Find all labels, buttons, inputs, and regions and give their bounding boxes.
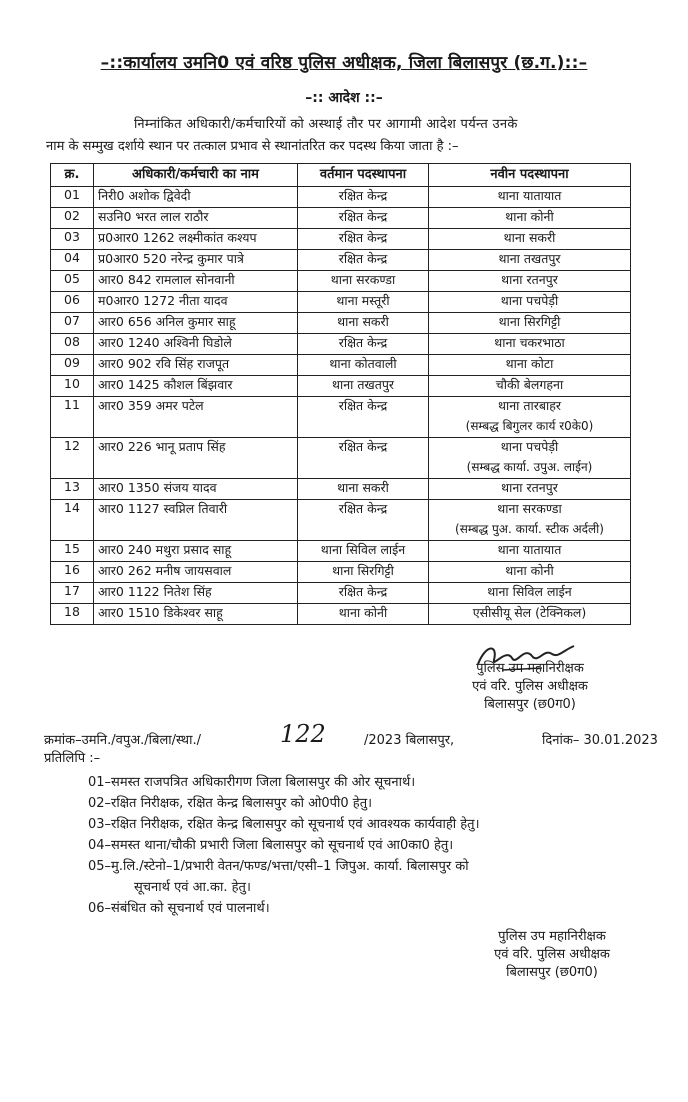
cell-current-posting — [298, 438, 429, 479]
cell-current-posting-text: थाना सकरी — [337, 314, 389, 329]
cell-name-text: आर0 842 रामलाल सोनवानी — [98, 272, 235, 287]
cell-current-posting — [298, 313, 429, 334]
cell-serial — [51, 208, 94, 229]
cell-current-posting — [298, 355, 429, 376]
attachment-note: (सम्बद्ध पुअ. कार्या. स्टीक अर्दली) — [455, 522, 604, 536]
cell-current-posting-text: थाना कोतवाली — [329, 356, 397, 371]
cell-new-posting-text: थाना पचपेड़ी — [500, 439, 559, 454]
table-row — [51, 187, 631, 208]
table-row — [51, 438, 631, 479]
attachment-note: (सम्बद्ध बिगुलर कार्य र0के0) — [465, 419, 594, 433]
cell-serial-text: 04 — [64, 250, 80, 265]
cell-current-posting — [298, 562, 429, 583]
cell-new-posting-text: एसीसीयू सेल (टेक्निकल) — [472, 605, 587, 620]
table-row — [51, 562, 631, 583]
signature-block-2 — [452, 928, 652, 982]
cell-name — [94, 562, 298, 583]
intro-line-2: नाम के सम्मुख दर्शाये स्थान पर तत्काल प्रभाव से स्थानांतरित कर पदस्थ किया जाता है :– — [46, 139, 459, 154]
cell-name-text: निरी0 अशोक द्विवेदी — [98, 188, 191, 203]
cell-new-posting — [429, 541, 631, 562]
cell-serial-text: 10 — [64, 376, 80, 391]
cell-serial-text: 15 — [64, 541, 80, 556]
signatory-designation-2: एवं वरि. पुलिस अधीक्षक — [472, 679, 588, 694]
list-item: 05–मु.लि./स्टेनो–1/प्रभारी वेतन/फण्ड/भत्ता/एसी–1 जिपुअ. कार्या. बिलासपुर को — [88, 859, 469, 874]
cell-name — [94, 208, 298, 229]
transfer-table — [50, 163, 631, 625]
col-name: अधिकारी/कर्मचारी का नाम — [94, 164, 298, 187]
cell-serial — [51, 438, 94, 479]
list-item: 03–रक्षित निरीक्षक, रक्षित केन्द्र बिलासपुर को सूचनार्थ एवं आवश्यक कार्यवाही हेतु। — [88, 817, 480, 832]
cell-new-posting-text: थाना पचपेड़ी — [500, 293, 559, 308]
cell-serial-text: 11 — [64, 397, 80, 412]
cell-current-posting — [298, 187, 429, 208]
cell-current-posting — [298, 250, 429, 271]
cell-serial-text: 01 — [64, 187, 80, 202]
cell-name — [94, 187, 298, 208]
cell-new-posting — [429, 250, 631, 271]
cell-new-posting — [429, 583, 631, 604]
cell-current-posting-text: थाना सिरगिट्टी — [332, 563, 394, 578]
reference-suffix: /2023 बिलासपुर, — [364, 733, 455, 748]
cell-current-posting — [298, 583, 429, 604]
cell-current-posting-text: रक्षित केन्द्र — [338, 584, 388, 599]
cell-new-posting — [429, 376, 631, 397]
cell-current-posting — [298, 376, 429, 397]
cell-current-posting-text: रक्षित केन्द्र — [338, 335, 388, 350]
cell-serial-text: 16 — [64, 562, 80, 577]
reference-number: 122 — [280, 720, 326, 748]
list-item: सूचनार्थ एवं आ.का. हेतु। — [134, 880, 251, 895]
cell-new-posting-text: थाना तखतपुर — [498, 251, 561, 266]
cell-serial-text: 12 — [64, 438, 80, 453]
cell-current-posting — [298, 541, 429, 562]
cell-current-posting-text: रक्षित केन्द्र — [338, 398, 388, 413]
table-row — [51, 541, 631, 562]
cell-name — [94, 583, 298, 604]
table-row — [51, 271, 631, 292]
cell-name-text: आर0 1240 अश्विनी घिडोले — [98, 335, 232, 350]
cell-new-posting — [429, 479, 631, 500]
cell-name-text: आर0 1425 कौशल बिंझवार — [98, 377, 233, 392]
cell-new-posting — [429, 313, 631, 334]
cell-current-posting — [298, 500, 429, 541]
cell-serial — [51, 376, 94, 397]
cell-name — [94, 313, 298, 334]
cell-new-posting — [429, 271, 631, 292]
table-row — [51, 355, 631, 376]
order-heading: –:: आदेश ::– — [305, 90, 383, 106]
cell-current-posting — [298, 271, 429, 292]
cell-name — [94, 397, 298, 438]
cell-serial — [51, 187, 94, 208]
cell-new-posting-text: थाना सिरगिट्टी — [498, 314, 561, 329]
cell-name — [94, 479, 298, 500]
cell-name — [94, 376, 298, 397]
cell-current-posting-text: थाना कोनी — [338, 605, 388, 620]
cell-serial — [51, 313, 94, 334]
cell-name-text: आर0 226 भानू प्रताप सिंह — [98, 439, 226, 454]
cell-current-posting — [298, 208, 429, 229]
cell-serial-text: 13 — [64, 479, 80, 494]
cell-new-posting-text: थाना सरकण्डा — [497, 501, 562, 516]
cell-new-posting — [429, 229, 631, 250]
copy-to-label: प्रतिलिपि :– — [44, 751, 101, 766]
cell-name — [94, 438, 298, 479]
reference-prefix: क्रमांक–उमनि./वपुअ./बिला/स्था./ — [44, 733, 201, 748]
cell-new-posting-text: थाना सिविल लाईन — [487, 584, 572, 599]
cell-new-posting — [429, 292, 631, 313]
office-title: –::कार्यालय उमनि0 एवं वरिष्ठ पुलिस अधीक्षक, जिला बिलासपुर (छ.ग.)::– — [100, 53, 588, 73]
cell-current-posting-text: रक्षित केन्द्र — [338, 439, 388, 454]
cell-name — [94, 250, 298, 271]
cell-name-text: आर0 1127 स्वप्निल तिवारी — [98, 501, 228, 516]
cell-name-text: आर0 902 रवि सिंह राजपूत — [98, 356, 230, 371]
table-row — [51, 313, 631, 334]
cell-new-posting-text: थाना तारबाहर — [498, 398, 561, 413]
table-row — [51, 334, 631, 355]
cell-new-posting-text: थाना कोनी — [505, 563, 554, 578]
col-new-posting: नवीन पदस्थापना — [429, 164, 631, 187]
cell-current-posting — [298, 334, 429, 355]
cell-serial-text: 06 — [64, 292, 80, 307]
cell-serial-text: 03 — [64, 229, 80, 244]
cell-name-text: प्र0आर0 520 नरेन्द्र कुमार पात्रे — [98, 251, 244, 266]
cell-serial — [51, 397, 94, 438]
cell-current-posting-text: थाना सकरी — [337, 480, 389, 495]
cell-serial — [51, 479, 94, 500]
signatory-location: बिलासपुर (छ0ग0) — [484, 697, 576, 712]
cell-serial — [51, 229, 94, 250]
cell-new-posting — [429, 397, 631, 438]
table-row — [51, 604, 631, 625]
cell-name — [94, 500, 298, 541]
table-row — [51, 397, 631, 438]
cell-new-posting-text: चौकी बेलगहना — [495, 377, 564, 392]
cell-serial — [51, 541, 94, 562]
table-row — [51, 479, 631, 500]
signature-block-1 — [430, 660, 630, 714]
cell-serial-text: 09 — [64, 355, 80, 370]
col-current-posting: वर्तमान पदस्थापना — [298, 164, 429, 187]
cell-new-posting-text: थाना चकरभाठा — [494, 335, 565, 350]
cell-current-posting-text: रक्षित केन्द्र — [338, 230, 388, 245]
cell-name — [94, 355, 298, 376]
cell-new-posting-text: थाना कोटा — [505, 356, 554, 371]
cell-serial — [51, 250, 94, 271]
table-row — [51, 583, 631, 604]
cell-serial — [51, 500, 94, 541]
list-item: 02–रक्षित निरीक्षक, रक्षित केन्द्र बिलासपुर को ओ0पी0 हेतु। — [88, 796, 373, 811]
cell-name — [94, 334, 298, 355]
cell-new-posting-text: थाना रतनपुर — [501, 272, 558, 287]
cell-current-posting-text: थाना तखतपुर — [331, 377, 395, 392]
cell-new-posting — [429, 208, 631, 229]
signatory-designation: पुलिस उप महानिरीक्षक — [498, 929, 606, 944]
cell-current-posting-text: थाना मस्तूरी — [336, 293, 390, 308]
cell-name-text: आर0 359 अमर पटेल — [98, 398, 204, 413]
cell-name — [94, 229, 298, 250]
cell-name — [94, 604, 298, 625]
list-item: 01–समस्त राजपत्रित अधिकारीगण जिला बिलासपुर की ओर सूचनार्थ। — [88, 775, 416, 790]
cell-current-posting — [298, 229, 429, 250]
cell-serial — [51, 604, 94, 625]
cell-current-posting — [298, 292, 429, 313]
cell-new-posting — [429, 500, 631, 541]
list-item: 06–संबंधित को सूचनार्थ एवं पालनार्थ। — [88, 901, 270, 916]
cell-name-text: आर0 656 अनिल कुमार साहू — [98, 314, 236, 329]
cell-serial-text: 14 — [64, 500, 80, 515]
cell-new-posting — [429, 187, 631, 208]
col-serial: क्र. — [51, 164, 94, 187]
cell-current-posting-text: रक्षित केन्द्र — [338, 501, 388, 516]
cell-name-text: प्र0आर0 1262 लक्ष्मीकांत कश्यप — [98, 230, 257, 245]
list-item: 04–समस्त थाना/चौकी प्रभारी जिला बिलासपुर को सूचनार्थ एवं आ0का0 हेतु। — [88, 838, 454, 853]
cell-serial — [51, 355, 94, 376]
cell-new-posting-text: थाना कोनी — [505, 209, 554, 224]
cell-new-posting-text: थाना यातायात — [497, 188, 562, 203]
cell-serial-text: 17 — [64, 583, 80, 598]
cell-serial — [51, 583, 94, 604]
cell-name-text: आर0 1350 संजय यादव — [98, 480, 217, 495]
cell-new-posting-text: थाना यातायात — [497, 542, 562, 557]
table-row — [51, 208, 631, 229]
signatory-designation: पुलिस उप महानिरीक्षक — [476, 661, 584, 676]
signatory-designation-2: एवं वरि. पुलिस अधीक्षक — [494, 947, 610, 962]
cell-serial-text: 05 — [64, 271, 80, 286]
signatory-location: बिलासपुर (छ0ग0) — [506, 965, 598, 980]
cell-name — [94, 292, 298, 313]
cell-serial-text: 07 — [64, 313, 80, 328]
cell-current-posting — [298, 479, 429, 500]
cell-serial — [51, 334, 94, 355]
table-row — [51, 229, 631, 250]
table-header-row — [51, 164, 631, 187]
attachment-note: (सम्बद्ध कार्या. उपुअ. लाईन) — [466, 460, 593, 474]
cell-name-text: आर0 240 मथुरा प्रसाद साहू — [98, 542, 232, 557]
cell-current-posting — [298, 397, 429, 438]
cell-name-text: आर0 262 मनीष जायसवाल — [98, 563, 232, 578]
table-row — [51, 500, 631, 541]
table-row — [51, 292, 631, 313]
cell-current-posting-text: रक्षित केन्द्र — [338, 188, 388, 203]
cell-name-text: म0आर0 1272 नीता यादव — [98, 293, 228, 308]
cell-serial-text: 18 — [64, 604, 80, 619]
cell-new-posting — [429, 438, 631, 479]
cell-new-posting — [429, 334, 631, 355]
cell-serial — [51, 562, 94, 583]
cell-current-posting-text: रक्षित केन्द्र — [338, 251, 388, 266]
cell-name — [94, 541, 298, 562]
cell-serial-text: 02 — [64, 208, 80, 223]
cell-name-text: सउनि0 भरत लाल राठौर — [98, 209, 209, 224]
cell-serial — [51, 292, 94, 313]
copy-to-list — [88, 772, 648, 919]
reference-date: दिनांक– 30.01.2023 — [542, 733, 658, 748]
cell-name-text: आर0 1122 नितेश सिंह — [98, 584, 212, 599]
cell-current-posting — [298, 604, 429, 625]
table-row — [51, 376, 631, 397]
cell-current-posting-text: रक्षित केन्द्र — [338, 209, 388, 224]
intro-paragraph — [46, 114, 646, 158]
cell-new-posting — [429, 562, 631, 583]
intro-line-1: निम्नांकित अधिकारी/कर्मचारियों को अस्थाई तौर पर आगामी आदेश पर्यन्त उनके — [134, 117, 518, 132]
table-row — [51, 250, 631, 271]
cell-serial — [51, 271, 94, 292]
cell-new-posting — [429, 604, 631, 625]
cell-name-text: आर0 1510 डिकेश्वर साहू — [98, 605, 223, 620]
cell-current-posting-text: थाना सिविल लाईन — [320, 542, 406, 557]
cell-current-posting-text: थाना सरकण्डा — [330, 272, 396, 287]
cell-serial-text: 08 — [64, 334, 80, 349]
cell-new-posting-text: थाना रतनपुर — [501, 480, 558, 495]
cell-new-posting-text: थाना सकरी — [503, 230, 556, 245]
cell-new-posting — [429, 355, 631, 376]
cell-name — [94, 271, 298, 292]
